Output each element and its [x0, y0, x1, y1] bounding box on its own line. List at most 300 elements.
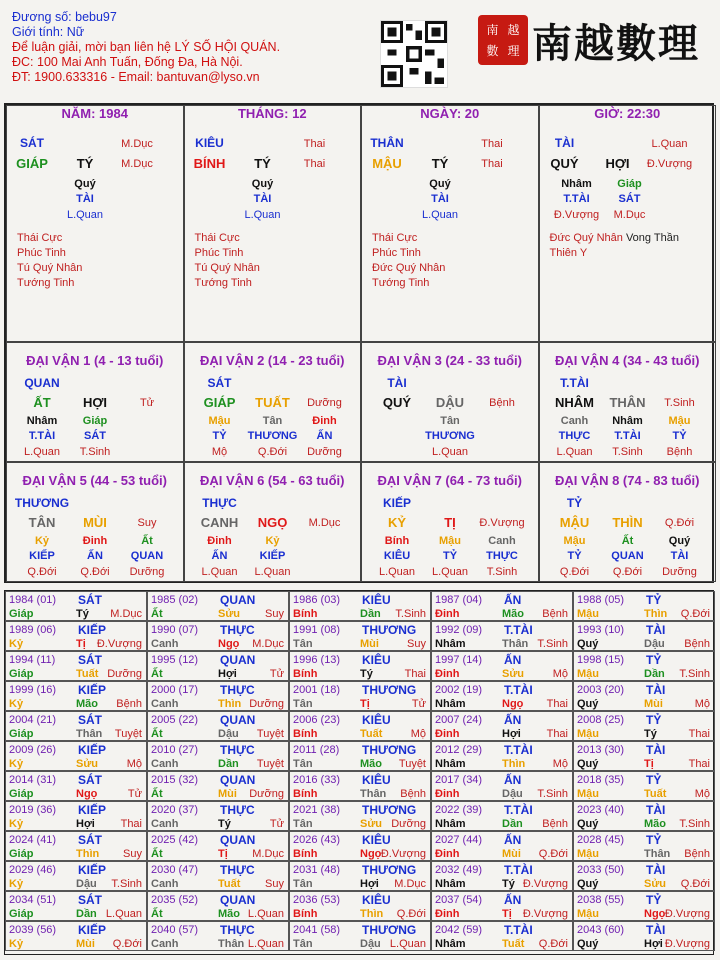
year-can: Canh	[151, 698, 179, 710]
dai-van-hidden-can: Quý	[668, 535, 691, 547]
year-cell	[289, 711, 431, 741]
year-star: QUAN	[220, 653, 256, 667]
year-chi: Tuất	[360, 728, 383, 740]
year-star: THỰC	[220, 683, 255, 697]
year-chi: Ngọ	[644, 908, 666, 920]
year-cell	[147, 831, 289, 861]
year-star: SÁT	[78, 593, 102, 607]
year-star: SÁT	[78, 893, 102, 907]
year-label: 1995 (12)	[151, 654, 199, 666]
year-stage: M.Dục	[394, 878, 426, 890]
dai-van-stage: T.Sinh	[664, 397, 695, 409]
dai-van-hidden-star: TỶ	[442, 550, 458, 562]
dai-van-stage: Suy	[137, 517, 157, 529]
dai-van-hidden-can: Tân	[262, 415, 283, 427]
dai-van-hidden-star: KIÊU	[383, 550, 411, 562]
year-stage: Suy	[407, 638, 426, 650]
year-star: TÀI	[646, 683, 666, 697]
dai-van-can: CANH	[200, 515, 239, 530]
year-stage: Q.Đới	[680, 608, 710, 620]
year-label: 2011 (28)	[293, 744, 340, 756]
year-stage: Tuyệt	[256, 758, 284, 770]
year-label: 1991 (08)	[293, 624, 341, 636]
year-cell	[5, 891, 147, 921]
year-chi: Tị	[644, 758, 654, 770]
year-label: 2037 (54)	[435, 894, 483, 906]
year-star: TÀI	[646, 863, 666, 877]
dai-van-hidden-stage: L.Quan	[23, 446, 61, 458]
year-label: 2023 (40)	[577, 804, 625, 816]
dai-van-title: ĐẠI VẬN 8 (74 - 83 tuổi)	[555, 473, 700, 488]
year-cell	[5, 681, 147, 711]
year-cell	[573, 651, 715, 681]
year-label: 2034 (51)	[9, 894, 57, 906]
year-star: THƯƠNG	[362, 923, 417, 937]
year-can: Đinh	[435, 788, 460, 800]
year-stage: Đ.Vượng	[96, 638, 142, 650]
year-chi: Tị	[360, 698, 370, 710]
year-stage: Đ.Vượng	[522, 908, 568, 920]
dai-van-hidden-star: T.TÀI	[614, 430, 641, 442]
year-star: TÀI	[646, 803, 666, 817]
year-star: KIÊU	[362, 833, 391, 847]
year-cell	[289, 651, 431, 681]
dai-van-hidden-star: THƯƠNG	[425, 430, 475, 442]
pillar-chi: TÝ	[76, 156, 94, 171]
pillar-cell	[184, 105, 362, 342]
dai-van-hidden-can: Kỷ	[34, 535, 50, 547]
pillar-hidden-can: Quý	[74, 178, 96, 190]
dai-van-hidden-can: Canh	[488, 535, 516, 547]
pillar-hidden-can: Quý	[429, 178, 451, 190]
year-chi: Sửu	[76, 758, 99, 770]
pillar-top-star: KIÊU	[195, 136, 224, 150]
dai-van-hidden-can: Đinh	[207, 535, 232, 547]
year-label: 2005 (22)	[151, 714, 199, 726]
year-chi: Ngọ	[360, 848, 382, 860]
year-star: KIÊU	[362, 713, 391, 727]
year-label: 2032 (49)	[435, 864, 483, 876]
pillar-chi: TÝ	[431, 156, 449, 171]
year-cell	[147, 621, 289, 651]
year-cell	[147, 711, 289, 741]
year-chi: Mão	[76, 698, 98, 710]
year-stage: Mộ	[126, 758, 142, 770]
year-can: Giáp	[9, 788, 34, 800]
dai-van-hidden-stage: T.Sinh	[486, 566, 518, 578]
year-can: Kỷ	[9, 758, 24, 770]
year-label: 2026 (43)	[293, 834, 341, 846]
year-stage: Thai	[688, 728, 710, 740]
dai-van-title: ĐẠI VẬN 2 (14 - 23 tuổi)	[200, 353, 345, 368]
dai-van-hidden-stage: L.Quan	[201, 566, 238, 578]
year-chi: Thìn	[76, 848, 100, 860]
year-label: 1992 (09)	[435, 624, 483, 636]
year-can: Mậu	[577, 908, 599, 920]
year-label: 2043 (60)	[577, 924, 625, 936]
year-cell	[147, 921, 289, 951]
year-star: TỶ	[646, 593, 662, 607]
year-chi: Mùi	[502, 848, 521, 860]
year-cell	[573, 711, 715, 741]
year-can: Ất	[151, 668, 163, 680]
year-chi: Dần	[644, 668, 665, 680]
year-star: KIÊU	[362, 893, 391, 907]
year-cell	[289, 831, 431, 861]
dai-van-can: KỶ	[387, 515, 407, 530]
year-label: 2018 (35)	[577, 774, 625, 786]
year-cell	[431, 891, 573, 921]
dai-van-chi: MÙI	[83, 515, 107, 530]
year-label: 2038 (55)	[577, 894, 625, 906]
pillar-chi-stage: Thai	[481, 158, 503, 170]
year-cell	[431, 801, 573, 831]
year-chi: Dần	[360, 608, 381, 620]
year-label: 2030 (47)	[151, 864, 199, 876]
year-cell	[431, 711, 573, 741]
year-can: Quý	[577, 698, 599, 710]
year-chi: Dần	[502, 818, 523, 830]
year-chi: Thìn	[360, 908, 384, 920]
year-stage: Mộ	[694, 788, 710, 800]
year-cell	[431, 831, 573, 861]
year-label: 2031 (48)	[293, 864, 341, 876]
year-star: ẤN	[504, 593, 522, 607]
dai-van-hidden-stage: Mộ	[211, 446, 228, 458]
pillar-hidden-stage: M.Dục	[613, 209, 646, 221]
year-can: Canh	[151, 758, 179, 770]
year-can: Tân	[293, 818, 313, 830]
year-star: KIẾP	[78, 923, 107, 937]
year-label: 1994 (11)	[9, 654, 56, 666]
dai-van-chi: TỊ	[444, 515, 456, 530]
year-star: QUAN	[220, 893, 256, 907]
year-label: 2017 (34)	[435, 774, 483, 786]
year-label: 2029 (46)	[9, 864, 57, 876]
year-stage: Thai	[688, 758, 710, 770]
year-cell	[147, 771, 289, 801]
dai-van-star: TÀI	[387, 376, 407, 390]
year-stage: Dưỡng	[249, 788, 284, 800]
year-label: 2016 (33)	[293, 774, 341, 786]
pillar-chi-stage: M.Dục	[121, 158, 153, 170]
year-can: Ất	[151, 848, 163, 860]
year-can: Kỷ	[9, 938, 24, 950]
brand-title: 南越數理	[532, 20, 700, 67]
dai-van-hidden-stage: Q.Đới	[80, 566, 110, 578]
year-stage: Tử	[269, 818, 284, 830]
dai-van-stage: M.Dục	[308, 517, 341, 529]
year-can: Ất	[151, 728, 163, 740]
phone-line: ĐT: 1900.633316 - Email: bantuvan@lyso.vn	[12, 70, 260, 84]
pillar-top-star: SÁT	[20, 136, 44, 150]
year-star: SÁT	[78, 833, 102, 847]
year-label: 1999 (16)	[9, 684, 57, 696]
dai-van-can: MẬU	[559, 515, 590, 530]
year-stage: Đ.Vượng	[664, 908, 710, 920]
year-can: Đinh	[435, 848, 460, 860]
pillar-hidden-stage: L.Quan	[66, 209, 104, 221]
year-chi: Hợi	[76, 818, 95, 830]
year-can: Nhâm	[435, 638, 466, 650]
year-label: 2036 (53)	[293, 894, 341, 906]
year-stage: Tử	[269, 668, 284, 680]
year-star: T.TÀI	[504, 863, 533, 877]
year-star: TÀI	[646, 623, 666, 637]
dai-van-hidden-stage: Q.Đới	[257, 446, 288, 458]
year-label: 1990 (07)	[151, 624, 199, 636]
dai-van-chi: HỢI	[82, 395, 108, 410]
year-grid	[4, 590, 714, 955]
dai-van-hidden-can: Đinh	[82, 535, 108, 547]
year-stage: M.Dục	[252, 638, 284, 650]
year-chi: Thìn	[644, 608, 668, 620]
dai-van-hidden-star: SÁT	[84, 430, 106, 442]
dai-van-star: SÁT	[207, 376, 232, 390]
year-cell	[289, 771, 431, 801]
year-chi: Tị	[502, 908, 512, 920]
dai-van-hidden-stage: Bệnh	[666, 446, 693, 458]
year-chi: Hợi	[218, 668, 237, 680]
year-label: 1987 (04)	[435, 594, 483, 606]
year-star: KIÊU	[362, 653, 391, 667]
year-can: Mậu	[577, 728, 599, 740]
year-star: T.TÀI	[504, 623, 533, 637]
dai-van-hidden-star: ẤN	[87, 550, 103, 562]
year-can: Nhâm	[435, 878, 466, 890]
year-chi: Mão	[644, 818, 666, 830]
year-cell	[5, 801, 147, 831]
year-can: Bính	[293, 608, 318, 620]
year-chi: Sửu	[502, 668, 525, 680]
year-cell	[573, 771, 715, 801]
year-cell	[5, 831, 147, 861]
dai-van-hidden-stage: L.Quan	[378, 566, 416, 578]
owner-line: Đương số: bebu97	[12, 10, 117, 24]
year-stage: Mộ	[410, 728, 426, 740]
year-chi: Thân	[76, 728, 103, 740]
year-can: Quý	[577, 878, 599, 890]
dai-van-hidden-can: Ất	[141, 535, 153, 547]
year-cell	[431, 771, 573, 801]
dai-van-hidden-stage: Q.Đới	[559, 566, 590, 578]
year-stage: Dưỡng	[107, 668, 142, 680]
year-can: Canh	[151, 818, 179, 830]
year-label: 2013 (30)	[577, 744, 625, 756]
year-stage: M.Dục	[252, 848, 284, 860]
year-star: T.TÀI	[504, 803, 533, 817]
dai-van-hidden-star: THƯƠNG	[247, 430, 298, 442]
year-can: Kỷ	[9, 878, 24, 890]
dai-van-hidden-can: Đinh	[312, 415, 337, 427]
year-cell	[573, 921, 715, 951]
pillar-top-stage: L.Quan	[651, 138, 688, 150]
year-stage: Mộ	[694, 698, 710, 710]
dai-van-cell	[361, 462, 539, 582]
dai-van-hidden-stage: L.Quan	[556, 446, 593, 458]
dai-van-hidden-star: KIẾP	[29, 550, 55, 562]
dai-van-chi: THÌN	[612, 515, 643, 530]
year-label: 2008 (25)	[577, 714, 625, 726]
year-stage: Bệnh	[116, 698, 142, 710]
pillar-cell	[361, 105, 539, 342]
year-chi: Mão	[360, 758, 382, 770]
year-star: THỰC	[220, 623, 255, 637]
dai-van-chi: DẬU	[435, 395, 465, 410]
dai-van-hidden-star: ẤN	[316, 430, 333, 442]
year-cell	[573, 591, 715, 621]
year-can: Giáp	[9, 728, 34, 740]
pillar-title: GIỜ: 22:30	[594, 106, 661, 121]
year-stage: Tử	[411, 698, 426, 710]
year-chi: Mùi	[76, 938, 95, 950]
year-star: SÁT	[78, 773, 102, 787]
dai-van-hidden-stage: L.Quan	[431, 446, 469, 458]
year-star: TỶ	[646, 893, 662, 907]
year-chi: Ngọ	[76, 788, 98, 800]
year-can: Mậu	[577, 788, 599, 800]
year-label: 2033 (50)	[577, 864, 625, 876]
year-stage: Đ.Vượng	[380, 848, 426, 860]
dai-van-stage: Đ.Vượng	[479, 517, 525, 529]
year-star: KIẾP	[78, 623, 107, 637]
year-label: 2035 (52)	[151, 894, 199, 906]
year-stage: Bệnh	[684, 638, 710, 650]
year-stage: Dưỡng	[391, 818, 426, 830]
year-star: ẤN	[504, 773, 522, 787]
pillar-hidden-stage: L.Quan	[244, 209, 281, 221]
year-chi: Dậu	[360, 938, 381, 950]
dai-van-hidden-star: THỰC	[486, 550, 518, 562]
dai-van-hidden-stage: Dưỡng	[129, 566, 165, 578]
year-stage: Tuyệt	[114, 728, 142, 740]
year-label: 2010 (27)	[151, 744, 199, 756]
year-cell	[5, 741, 147, 771]
dai-van-can: NHÂM	[555, 395, 594, 410]
year-chi: Mùi	[218, 788, 237, 800]
year-label: 2025 (42)	[151, 834, 199, 846]
dai-van-hidden-stage: T.Sinh	[79, 446, 111, 458]
dai-van-hidden-can: Mậu	[563, 535, 586, 547]
year-can: Giáp	[9, 908, 34, 920]
dai-van-stage: Dưỡng	[307, 397, 342, 409]
dai-van-title: ĐẠI VẬN 5 (44 - 53 tuổi)	[22, 473, 167, 488]
year-label: 1984 (01)	[9, 594, 57, 606]
year-cell	[431, 861, 573, 891]
contact-line: Để luận giải, mời bạn liên hệ LÝ SỐ HỘI QUÁN.	[12, 40, 281, 54]
year-star: THƯƠNG	[362, 743, 417, 757]
qr-code-icon[interactable]	[380, 20, 448, 88]
dai-van-hidden-star: TỶ	[672, 430, 687, 442]
year-cell	[431, 681, 573, 711]
year-chi: Mùi	[360, 638, 379, 650]
year-stage: T.Sinh	[679, 818, 710, 830]
year-can: Ất	[151, 788, 163, 800]
year-chi: Tuất	[644, 788, 667, 800]
year-star: TỶ	[646, 773, 662, 787]
dai-van-star: QUAN	[24, 376, 60, 390]
year-cell	[573, 891, 715, 921]
year-chi: Hợi	[644, 938, 663, 950]
pillar-top-stage: Thai	[481, 138, 503, 150]
pillar-title: THÁNG: 12	[237, 106, 307, 121]
dai-van-hidden-can: Mậu	[208, 415, 231, 427]
pillar-chi: HỢI	[605, 156, 630, 171]
year-can: Tân	[293, 638, 313, 650]
pillar-can: MẬU	[372, 156, 402, 171]
year-star: THƯƠNG	[362, 623, 417, 637]
pillar-cell	[6, 105, 184, 342]
year-star: ẤN	[504, 833, 522, 847]
year-stage: Bệnh	[684, 848, 710, 860]
year-cell	[431, 741, 573, 771]
dai-van-cell	[361, 342, 539, 462]
year-label: 1996 (13)	[293, 654, 341, 666]
year-star: KIÊU	[362, 773, 391, 787]
dai-van-hidden-star: TỶ	[567, 550, 582, 562]
year-chi: Dậu	[218, 728, 239, 740]
dai-van-hidden-star: TÀI	[670, 550, 689, 562]
year-star: TỶ	[646, 653, 662, 667]
year-can: Đinh	[435, 608, 460, 620]
dai-van-stage: Q.Đới	[664, 517, 695, 529]
dai-van-hidden-star: QUAN	[611, 550, 644, 562]
year-label: 2007 (24)	[435, 714, 483, 726]
year-label: 2006 (23)	[293, 714, 341, 726]
year-label: 2022 (39)	[435, 804, 483, 816]
year-can: Nhâm	[435, 758, 466, 770]
year-cell	[147, 651, 289, 681]
year-label: 2027 (44)	[435, 834, 483, 846]
year-label: 2012 (29)	[435, 744, 483, 756]
year-chi: Ngọ	[502, 698, 524, 710]
year-star: ẤN	[504, 713, 522, 727]
year-stage: Thai	[120, 818, 142, 830]
year-cell	[289, 621, 431, 651]
year-can: Tân	[293, 878, 313, 890]
year-stage: M.Dục	[110, 608, 142, 620]
year-label: 2028 (45)	[577, 834, 625, 846]
year-chi: Sửu	[360, 818, 383, 830]
year-star: THỰC	[220, 863, 255, 877]
year-can: Bính	[293, 848, 318, 860]
year-cell	[289, 741, 431, 771]
dai-van-cell	[6, 342, 184, 462]
pillar-hidden-stage: Đ.Vượng	[553, 209, 600, 221]
dai-van-cell	[184, 462, 362, 582]
pillar-chi: TÝ	[254, 156, 271, 171]
year-can: Kỷ	[9, 698, 24, 710]
year-chi: Tuất	[502, 938, 525, 950]
year-stage: Bệnh	[542, 608, 568, 620]
pillar-hidden-can: Quý	[251, 178, 274, 190]
year-chi: Dần	[76, 908, 97, 920]
pillar-hidden-stage: L.Quan	[421, 209, 459, 221]
year-label: 1988 (05)	[577, 594, 625, 606]
year-chi: Thân	[218, 938, 245, 950]
dai-van-title: ĐẠI VẬN 1 (4 - 13 tuổi)	[26, 353, 164, 368]
year-can: Giáp	[9, 848, 34, 860]
pillar-title: NGÀY: 20	[420, 106, 480, 121]
year-label: 1993 (10)	[577, 624, 625, 636]
dai-van-hidden-can: Bính	[384, 535, 410, 547]
year-cell	[573, 861, 715, 891]
year-can: Bính	[293, 908, 318, 920]
pillar-hidden-can: Giáp	[617, 178, 642, 190]
year-star: KIẾP	[78, 743, 107, 757]
year-cell	[431, 621, 573, 651]
year-can: Ất	[151, 908, 163, 920]
